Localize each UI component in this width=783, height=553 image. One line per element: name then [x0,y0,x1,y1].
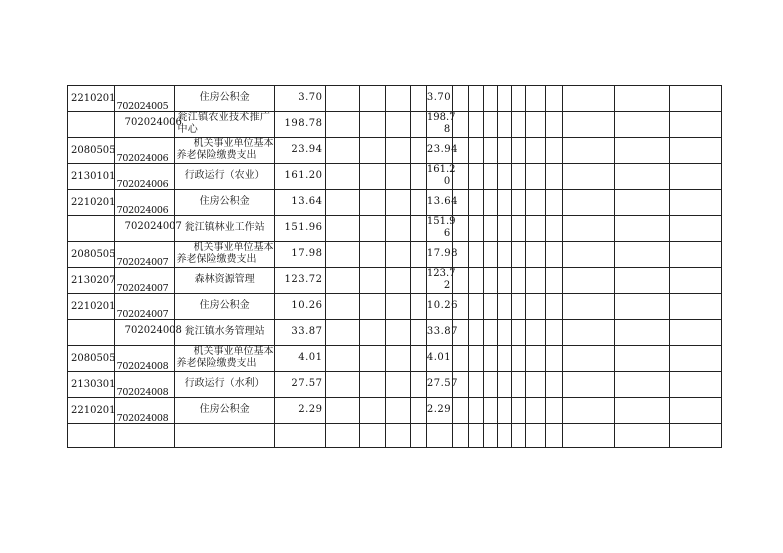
table-row [68,346,722,372]
table-row [68,320,722,346]
unit-name: 瓮江镇林业工作站 [184,222,265,233]
total-value-part2: 2 [443,280,451,291]
table-row [68,164,722,190]
total-value: 4.01 [426,352,452,363]
amount-value: 23.94 [291,144,323,155]
item-name: 行政运行（水利） [184,378,265,389]
unit-code: 702024007 [124,221,182,232]
amount-value: 27.57 [291,378,323,389]
table-row-empty [68,424,722,448]
item-name: 行政运行（农业） [184,170,265,181]
item-name: 住房公积金 [199,196,250,207]
unit-code: 702024007 [116,309,169,320]
item-name-line2: 养老保险缴费支出 [176,150,257,161]
unit-code: 702024006 [116,179,169,190]
item-name-line1: 机关事业单位基本 [193,242,274,253]
total-value-part2: 0 [443,176,451,187]
table-row [68,372,722,398]
function-code: 2130301 [71,379,116,390]
function-code: 2130101 [71,171,116,182]
total-value-part1: 123.7 [426,268,456,279]
total-value: 10.26 [426,300,459,311]
amount-value: 2.29 [298,404,323,415]
amount-value: 17.98 [291,248,323,259]
unit-code: 702024008 [116,413,169,424]
budget-table [67,85,722,448]
function-code: 2210201 [71,405,116,416]
total-value: 23.94 [426,144,459,155]
total-value: 3.70 [426,92,452,103]
item-name: 住房公积金 [199,404,250,415]
unit-code: 702024006 [116,205,169,216]
function-code: 2210201 [71,93,116,104]
table-row [68,268,722,294]
function-code: 2080505 [71,249,116,260]
function-code: 2080505 [71,145,116,156]
function-code: 2210201 [71,301,116,312]
total-value-part1: 198.7 [426,112,456,123]
function-code: 2080505 [71,353,116,364]
table-row [68,242,722,268]
item-name: 住房公积金 [199,92,250,103]
total-value: 27.57 [426,378,459,389]
table-row [68,190,722,216]
table-row [68,112,722,138]
amount-value: 10.26 [291,300,323,311]
item-name: 住房公积金 [199,300,250,311]
total-value: 2.29 [426,404,452,415]
total-value-part1: 151.9 [426,216,456,227]
item-name-line1: 机关事业单位基本 [193,138,274,149]
table-row [68,138,722,164]
unit-name: 瓮江镇农业技术推广中心 [177,112,271,135]
item-name-line2: 养老保险缴费支出 [176,358,257,369]
table-row [68,398,722,424]
total-value: 33.87 [426,326,459,337]
unit-code: 702024007 [116,283,169,294]
total-value-part2: 8 [443,124,451,135]
function-code: 2210201 [71,197,116,208]
amount-value: 4.01 [298,352,323,363]
item-name: 森林资源管理 [194,274,255,285]
amount-value: 13.64 [291,196,323,207]
total-value: 13.64 [426,196,459,207]
amount-value: 161.20 [284,170,323,181]
unit-code: 702024007 [116,257,169,268]
item-name-line2: 养老保险缴费支出 [176,254,257,265]
function-code: 2130207 [71,275,116,286]
total-value: 17.98 [426,248,459,259]
table-row [68,294,722,320]
total-value-part1: 161.2 [426,164,456,175]
unit-code: 702024006 [116,153,169,164]
table-row [68,86,722,112]
unit-code: 702024006 [124,117,182,128]
amount-value: 198.78 [284,118,323,129]
unit-code: 702024008 [124,325,182,336]
unit-code: 702024008 [116,387,169,398]
total-value-part2: 6 [443,228,451,239]
amount-value: 33.87 [291,326,323,337]
amount-value: 151.96 [284,222,323,233]
unit-code: 702024008 [116,361,169,372]
amount-value: 123.72 [284,274,323,285]
unit-name: 瓮江镇水务管理站 [184,326,265,337]
amount-value: 3.70 [298,92,323,103]
item-name-line1: 机关事业单位基本 [193,346,274,357]
unit-code: 702024005 [116,101,169,112]
table-row [68,216,722,242]
